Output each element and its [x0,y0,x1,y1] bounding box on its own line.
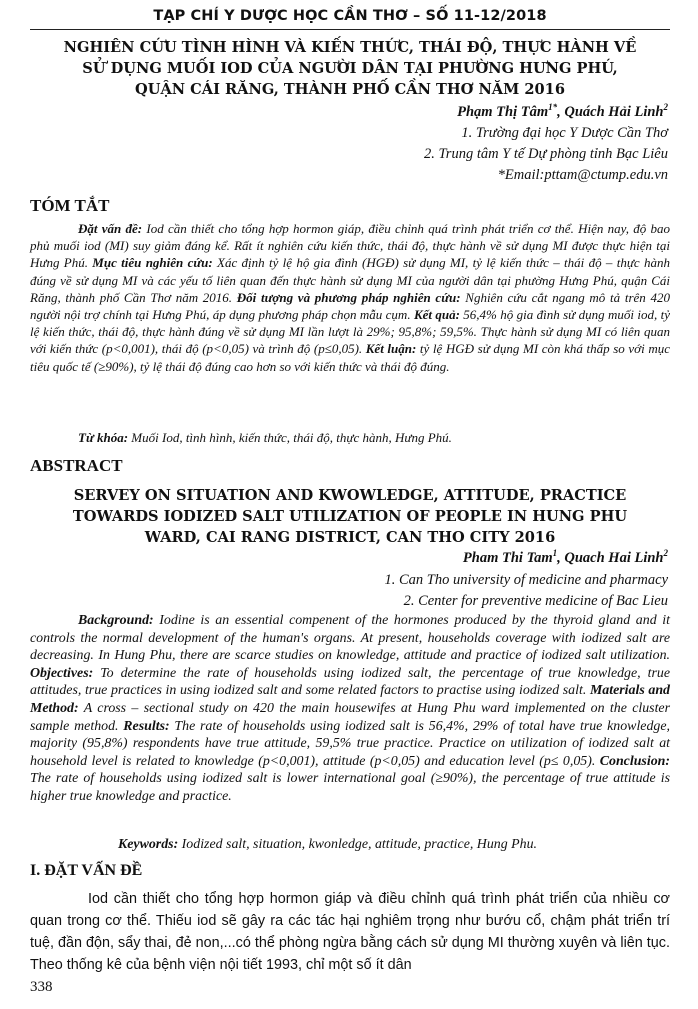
vi-title [26,37,674,100]
vi-keywords: Từ khóa: Muối Iod, tình hình, kiến thức, thái độ, thực hành, Hưng Phú. [78,430,452,445]
author-name: Phạm Thị Tâm [457,104,549,120]
contact-email: *Email:pttam@ctump.edu.vn [497,167,668,183]
label: Materials and Method: [30,683,670,716]
en-title-line: SERVEY ON SITUATION AND KWOWLEDGE, ATTITUDE, PRACTICE [73,487,627,504]
vi-title-line: SỬ DỤNG MUỐI IOD CỦA NGƯỜI DÂN TẠI PHƯỜNG HƯNG PHÚ, [82,60,618,77]
vi-authors [457,104,668,121]
author-name: Quách Hải Linh [564,104,664,120]
author-marker: 2 [663,548,668,559]
en-keywords: Keywords: Iodized salt, situation, kwonledge, attitude, practice, Hung Phu. [118,837,537,852]
en-title [26,485,674,548]
intro-heading: I. ĐẶT VẤN ĐỀ [30,862,143,879]
vi-title-line: QUẬN CÁI RĂNG, THÀNH PHỐ CẦN THƠ NĂM 2016 [135,81,565,98]
author-marker: 2 [663,102,668,113]
en-abstract [30,612,670,806]
label: Results: [123,718,170,734]
label: Objectives: [30,665,94,681]
keywords-label: Từ khóa: [78,430,129,445]
vi-summary-paragraph: Đặt vấn đề: Iod cần thiết cho tổng hợp hormon giáp, điều chỉnh quá trình phát triển cơ thể. Hiện nay, độ bao phủ muối iod (MI) suy giảm đáng kể. Rất ít nghiên cứu kiến thức, thái độ, thực hành về sử dụng MI được thực hiện tại Hưng Phú. Mục tiêu nghiên cứu: Xác định tỷ lệ hộ gia đình (HGĐ) sử dụng MI, tỷ lệ kiến thức – thái độ – thực hành đúng về sử dụng MI và các yếu tố liên quan đến thực hành sử dụng MI của người dân tại phường Hưng Phú, quận Cái Răng, thành phố Cần Thơ năm 2016. Đối tượng và phương pháp nghiên cứu: Nghiên cứu cắt ngang mô tả trên 420 người nội trợ chính tại Hưng Phú, áp dụng phương pháp chọn mẫu cụm. Kết quả: 56,4% hộ gia đình sử dụng muối iod, tỷ lệ kiến thức, thái độ, thực hành đúng về sử dụng MI lần lượt là 29%; 95,8%; 59,5%. Thực hành sử dụng MI có liên quan với kiến thức (p<0,001), thái độ (p<0,05) và trình độ (p≤0,05). Kết luận: tỷ lệ HGĐ sử dụng MI còn khá thấp so với mục tiêu quốc tế (≥90%), tỷ lệ thái độ đúng cao hơn so với kiến thức và thái độ đúng. [30,221,670,374]
journal-header: TẠP CHÍ Y DƯỢC HỌC CẦN THƠ – SỐ 11-12/2018 [153,8,547,24]
vi-affiliation: 2. Trung tâm Y tế Dự phòng tỉnh Bạc Liêu [424,146,668,162]
author-marker: 1 [552,548,558,559]
header-rule [30,29,670,30]
vi-affiliation: 1. Trường đại học Y Dược Cần Thơ [461,125,668,141]
label: Kết luận: [365,341,417,357]
label: Mục tiêu nghiên cứu: [92,255,213,271]
intro-body [30,888,670,976]
keywords-label: Keywords: [118,837,179,852]
label: Đối tượng và phương pháp nghiên cứu: [236,289,461,305]
author-separator: , [557,104,565,120]
en-title-line: WARD, CAI RANG DISTRICT, CAN THO CITY 2016 [144,529,556,546]
label: Background: [78,613,154,628]
summary-heading: TÓM TẮT [30,196,110,215]
abstract-heading: ABSTRACT [30,456,123,475]
vi-title-line: NGHIÊN CỨU TÌNH HÌNH VÀ KIẾN THỨC, THÁI ĐỘ, THỰC HÀNH VỀ [63,39,637,56]
intro-paragraph: Iod cần thiết cho tổng hợp hormon giáp và điều chỉnh quá trình phát triển của nhiều cơ quan trong cơ thể. Thiếu iod sẽ gây ra các tác hại nghiêm trọng như bướu cổ, chậm phát triển trí tuệ, đần độn, sẩy thai, đẻ non,...có thể phòng ngừa bằng cách sử dụng MI thường xuyên và liên tục. Theo thống kê của bệnh viện nội tiết 1993, chỉ một số ít dân [30,891,670,973]
author-separator: , [557,550,565,566]
en-authors [463,550,668,567]
author-marker: 1* [548,102,558,113]
label: Kết quả: [413,307,460,323]
en-affiliation: 1. Can Tho university of medicine and pharmacy [384,572,668,588]
author-name: Pham Thi Tam [462,550,553,566]
page-number: 338 [30,979,53,995]
vi-summary [30,220,670,375]
en-abstract-paragraph: Background: Iodine is an essential compenent of the hormones produced by the thyroid gland and it controls the normal development of the human's organs. At present, households coverage with iodized salt are decreasing. In Hung Phu, there are scarce studies on knowledge, attitude and practice of iodized salt utilization. Objectives: To determine the rate of households using iodized salt, the percentage of true knowledge, true attitudes, true practices in using iodized salt and some related factors to practise using iodized salt. Materials and Method: A cross – sectional study on 420 the main housewifes at Hung Phu ward implemented on the cluster sample method. Results: The rate of households using iodized salt is 56,4%, 29% of total have true knowledge, majority (95,8%) respondents have true attitude, 59,5% true practice. Practice on utilization of iodized salt at household level is related to knowledge (p<0,001), attitude (p<0,05) and education level (p≤ 0,05). Conclusion: The rate of households using iodized salt is lower international goal (≥90%), the percentage of true attitude is higher true knowledge and practice. [30,613,671,804]
en-affiliation: 2. Center for preventive medicine of Bac Lieu [403,593,668,609]
label: Conclusion: [599,753,670,769]
en-title-line: TOWARDS IODIZED SALT UTILIZATION OF PEOPLE IN HUNG PHU [72,508,628,525]
author-name: Quach Hai Linh [564,550,664,566]
label: Đặt vấn đề: [78,221,143,236]
